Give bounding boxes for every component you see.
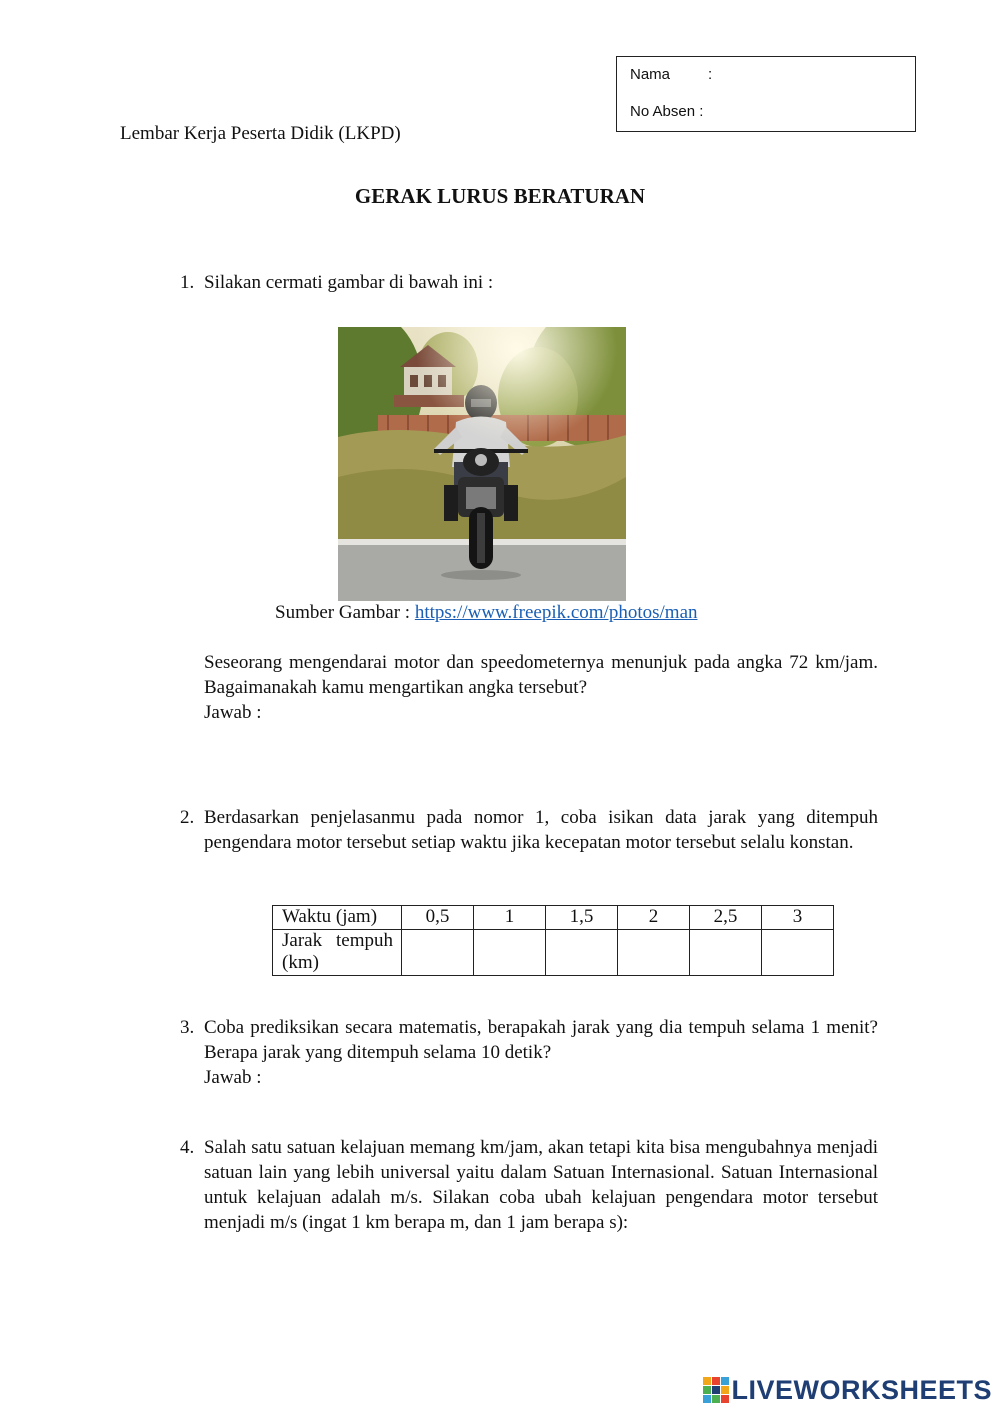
absen-label: No Absen : — [630, 103, 704, 120]
q4-number: 4. — [180, 1137, 195, 1158]
q4-text: Salah satu satuan kelajuan memang km/jam, akan tetapi kita bisa mengubahnya menjadi satuan lain yang lebih universal yaitu dalam Satuan Internasional. Satuan Internasional untuk kelajuan adalah m/s. Silakan coba ubah kelajuan pengendara motor tersebut menjadi m/s (ingat 1 km berapa m, dan 1 jam berapa s): — [204, 1137, 878, 1233]
table-row-distance — [273, 930, 834, 976]
q1-number: 1. — [180, 272, 195, 293]
time-cell: 0,5 — [402, 906, 474, 930]
q1-instruction: Silakan cermati gambar di bawah ini : — [204, 272, 494, 293]
q1-question — [204, 650, 878, 725]
document-header: Lembar Kerja Peserta Didik (LKPD) — [120, 123, 401, 144]
q2-text: Berdasarkan penjelasanmu pada nomor 1, coba isikan data jarak yang ditempuh pengendara motor tersebut setiap waktu jika kecepatan motor tersebut selalu konstan. — [204, 807, 878, 853]
distance-input-cell[interactable] — [690, 930, 762, 976]
motorcycle-photo — [338, 327, 626, 601]
logo-icon — [703, 1377, 729, 1403]
name-row — [630, 66, 713, 83]
distance-input-cell[interactable] — [762, 930, 834, 976]
page-title: GERAK LURUS BERATURAN — [354, 184, 646, 208]
q1-answer-label: Jawab : — [204, 702, 262, 723]
distance-input-cell[interactable] — [402, 930, 474, 976]
name-colon: : — [708, 66, 713, 83]
q3-block — [204, 1015, 878, 1090]
table-row-time — [273, 906, 834, 930]
distance-input-cell[interactable] — [474, 930, 546, 976]
row-label-distance: Jarak tempuh (km) — [273, 930, 402, 976]
q3-answer-label: Jawab : — [204, 1067, 262, 1088]
student-info-box — [616, 56, 916, 132]
time-cell: 3 — [762, 906, 834, 930]
time-cell: 2,5 — [690, 906, 762, 930]
time-cell: 1,5 — [546, 906, 618, 930]
name-label: Nama — [630, 66, 671, 83]
distance-input-cell[interactable] — [546, 930, 618, 976]
distance-input-cell[interactable] — [618, 930, 690, 976]
source-label: Sumber Gambar : — [275, 602, 411, 623]
q1-question-text: Seseorang mengendarai motor dan speedometernya menunjuk pada angka 72 km/jam. Bagaimanakah kamu mengartikan angka tersebut? — [204, 652, 878, 698]
time-cell: 2 — [618, 906, 690, 930]
source-link[interactable]: https://www.freepik.com/photos/man — [414, 602, 698, 623]
q2-number: 2. — [180, 807, 195, 828]
q3-text: Coba prediksikan secara matematis, berapakah jarak yang dia tempuh selama 1 menit? Berapa jarak yang ditempuh selama 10 detik? — [204, 1017, 878, 1063]
row-label-time: Waktu (jam) — [273, 906, 402, 930]
image-source — [275, 600, 698, 625]
logo-text: LIVEWORKSHEETS — [731, 1374, 992, 1405]
distance-time-table — [272, 905, 834, 976]
absen-row — [630, 103, 703, 120]
time-cell: 1 — [474, 906, 546, 930]
q3-number: 3. — [180, 1017, 195, 1038]
liveworksheets-logo — [703, 1373, 992, 1407]
